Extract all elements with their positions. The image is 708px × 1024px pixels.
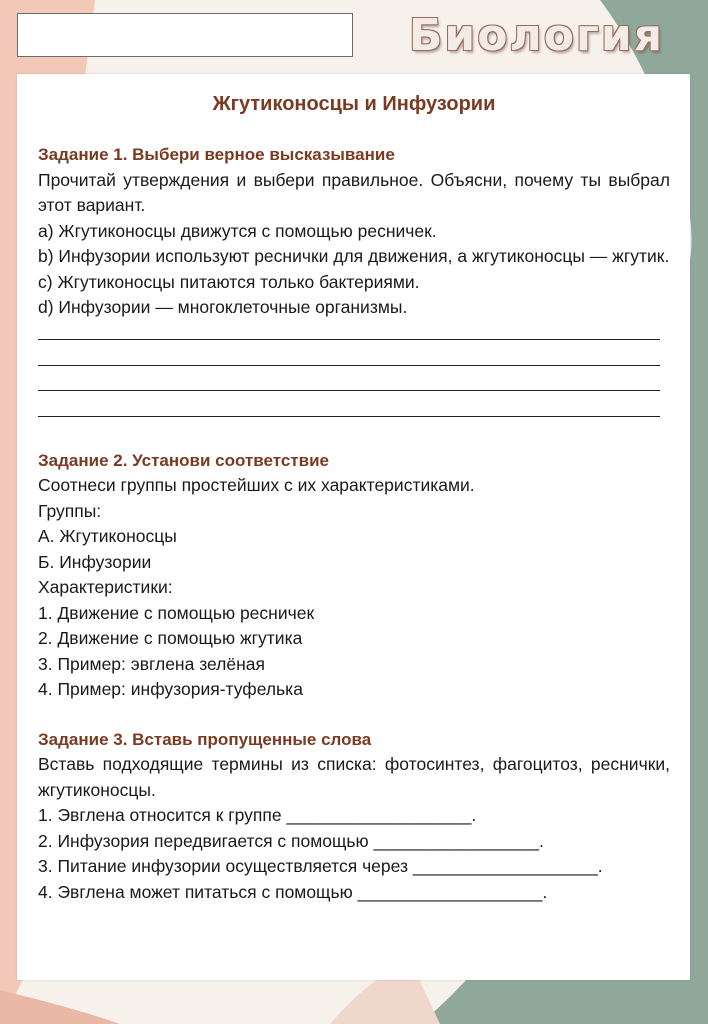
task2-instruction: Соотнеси группы простейших с их характеристиками.: [38, 475, 475, 495]
task2-group-b: Б. Инфузории: [38, 551, 152, 572]
answer-line[interactable]: [38, 391, 660, 417]
task2-characteristic-4: 4. Пример: инфузория-туфелька: [38, 679, 303, 699]
task2-groups-label: Группы:: [38, 500, 102, 521]
task1-instruction: Прочитай утверждения и выбери правильное. Объясни, почему ты выбрал этот вариант.: [38, 169, 670, 215]
subject-title: Биология: [408, 10, 664, 61]
task3-item-1: 1. Эвглена относится к группе ___________________.: [38, 805, 477, 825]
task3-instruction: Вставь подходящие термины из списка: фотосинтез, фагоцитоз, реснички, жгутиконосцы.: [38, 754, 670, 800]
task3-title: Задание 3. Вставь пропущенные слова: [38, 729, 372, 749]
task1-option-c: c) Жгутиконосцы питаются только бактериями.: [38, 271, 420, 292]
task2-characteristic-2: 2. Движение с помощью жгутика: [38, 628, 303, 648]
task2-group-a: А. Жгутиконосцы: [38, 526, 177, 546]
task3-item-4: 4. Эвглена может питаться с помощью ___________________.: [38, 881, 548, 902]
task1-option-b: b) Инфузории используют реснички для движения, а жгутиконосцы — жгутик.: [38, 246, 670, 266]
name-field[interactable]: [17, 13, 353, 57]
page-title: Жгутиконосцы и Инфузории: [212, 93, 496, 115]
task3-item-2: 2. Инфузория передвигается с помощью _________________.: [38, 830, 544, 851]
task2-characteristic-1: 1. Движение с помощью ресничек: [38, 602, 315, 623]
answer-line[interactable]: [38, 366, 660, 392]
worksheet-content: [38, 90, 670, 905]
task3-item-3: 3. Питание инфузории осуществляется через ___________________.: [38, 856, 603, 876]
answer-line[interactable]: [38, 315, 660, 341]
task2-characteristic-3: 3. Пример: эвглена зелёная: [38, 653, 265, 674]
task1-option-d: d) Инфузории — многоклеточные организмы.: [38, 297, 408, 317]
answer-line[interactable]: [38, 340, 660, 366]
task1-title: Задание 1. Выбери верное высказывание: [38, 145, 395, 164]
task1-option-a: a) Жгутиконосцы движутся с помощью ресничек.: [38, 220, 437, 241]
task2-title: Задание 2. Установи соответствие: [38, 450, 329, 470]
task2-characteristics-label: Характеристики:: [38, 577, 173, 597]
